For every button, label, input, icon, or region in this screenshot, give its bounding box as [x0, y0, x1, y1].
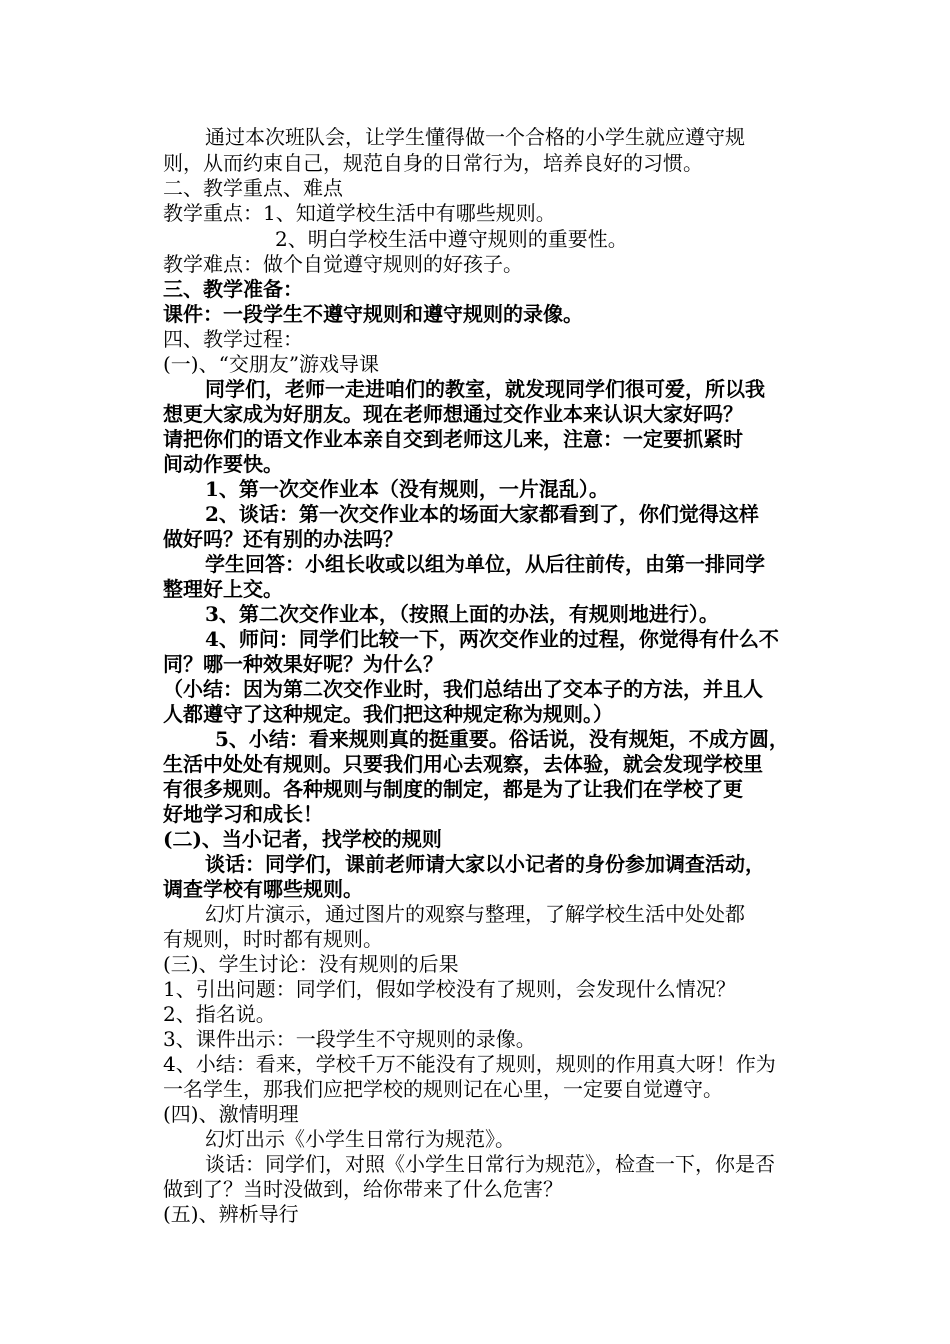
- text-line: 3、第二次交作业本，（按照上面的办法，有规则地进行）。: [205, 602, 719, 626]
- text-line: 4、小结：看来，学校千万不能没有了规则，规则的作用真大呀！作为: [163, 1052, 776, 1076]
- text-line: 有很多规则。各种规则与制度的制定，都是为了让我们在学校了更: [163, 777, 743, 801]
- text-line: 做到了？当时没做到，给你带来了什么危害？: [163, 1177, 563, 1201]
- text-line: 1、第一次交作业本（没有规则，一片混乱）。: [205, 477, 609, 501]
- text-line: 幻灯片演示，通过图片的观察与整理，了解学校生活中处处都: [205, 902, 745, 926]
- text-line: 通过本次班队会，让学生懂得做一个合格的小学生就应遵守规: [205, 125, 745, 149]
- text-line: 调查学校有哪些规则。: [163, 877, 363, 901]
- text-line: 谈话：同学们，对照《小学生日常行为规范》，检查一下，你是否: [205, 1152, 775, 1176]
- text-line: 谈话：同学们，课前老师请大家以小记者的身份参加调查活动，: [205, 852, 765, 876]
- text-line: 想更大家成为好朋友。现在老师想通过交作业本来认识大家好吗？: [163, 402, 743, 426]
- text-line: 2、谈话：第一次交作业本的场面大家都看到了，你们觉得这样: [205, 502, 759, 526]
- text-line: 有规则，时时都有规则。: [163, 927, 383, 951]
- text-line: 教学重点：1、知道学校生活中有哪些规则。: [163, 201, 556, 225]
- text-line: 2、指名说。: [163, 1002, 276, 1026]
- text-line: 学生回答：小组长收或以组为单位，从后往前传，由第一排同学: [205, 552, 765, 576]
- text-line: 生活中处处有规则。只要我们用心去观察，去体验，就会发现学校里: [163, 752, 763, 776]
- text-line: 教学难点：做个自觉遵守规则的好孩子。: [163, 252, 523, 276]
- text-line: （小结：因为第二次交作业时，我们总结出了交本子的方法，并且人: [163, 677, 763, 701]
- text-line: 2、明白学校生活中遵守规则的重要性。: [275, 227, 628, 251]
- section-heading: 四、教学过程：: [163, 327, 303, 351]
- text-line: 间动作要快。: [163, 452, 283, 476]
- text-line: 1、引出问题：同学们，假如学校没有了规则，会发现什么情况？: [163, 977, 736, 1001]
- text-line: 3、课件出示：一段学生不守规则的录像。: [163, 1027, 536, 1051]
- text-line: 人都遵守了这种规定。我们把这种规定称为规则。）: [163, 702, 613, 726]
- subsection-heading: (四)、激情明理: [163, 1102, 299, 1126]
- subsection-heading: (二)、当小记者，找学校的规则: [163, 827, 442, 851]
- text-line: 整理好上交。: [163, 577, 283, 601]
- text-line: 5、小结：看来规则真的挺重要。俗话说，没有规矩，不成方圆，: [215, 727, 789, 751]
- text-line: 同？哪一种效果好呢？为什么？: [163, 652, 443, 676]
- subsection-heading: (五)、辨析导行: [163, 1202, 299, 1226]
- subsection-heading: (三)、学生讨论：没有规则的后果: [163, 952, 459, 976]
- text-line: 则，从而约束自己，规范自身的日常行为，培养良好的习惯。: [163, 151, 703, 175]
- section-heading: 二、教学重点、难点: [163, 176, 343, 200]
- text-line: 请把你们的语文作业本亲自交到老师这儿来，注意：一定要抓紧时: [163, 427, 743, 451]
- section-heading: 三、教学准备：: [163, 277, 303, 301]
- text-line: 幻灯出示《小学生日常行为规范》。: [205, 1127, 515, 1151]
- text-line: 4、师问：同学们比较一下，两次交作业的过程，你觉得有什么不: [205, 627, 779, 651]
- subsection-heading: (一)、“交朋友”游戏导课: [163, 352, 380, 376]
- text-line: 同学们，老师一走进咱们的教室，就发现同学们很可爱，所以我: [205, 377, 765, 401]
- text-line: 课件：一段学生不遵守规则和遵守规则的录像。: [163, 302, 583, 326]
- text-line: 好地学习和成长！: [163, 802, 323, 826]
- text-line: 做好吗？还有别的办法吗？: [163, 527, 403, 551]
- text-line: 一名学生，那我们应把学校的规则记在心里，一定要自觉遵守。: [163, 1077, 723, 1101]
